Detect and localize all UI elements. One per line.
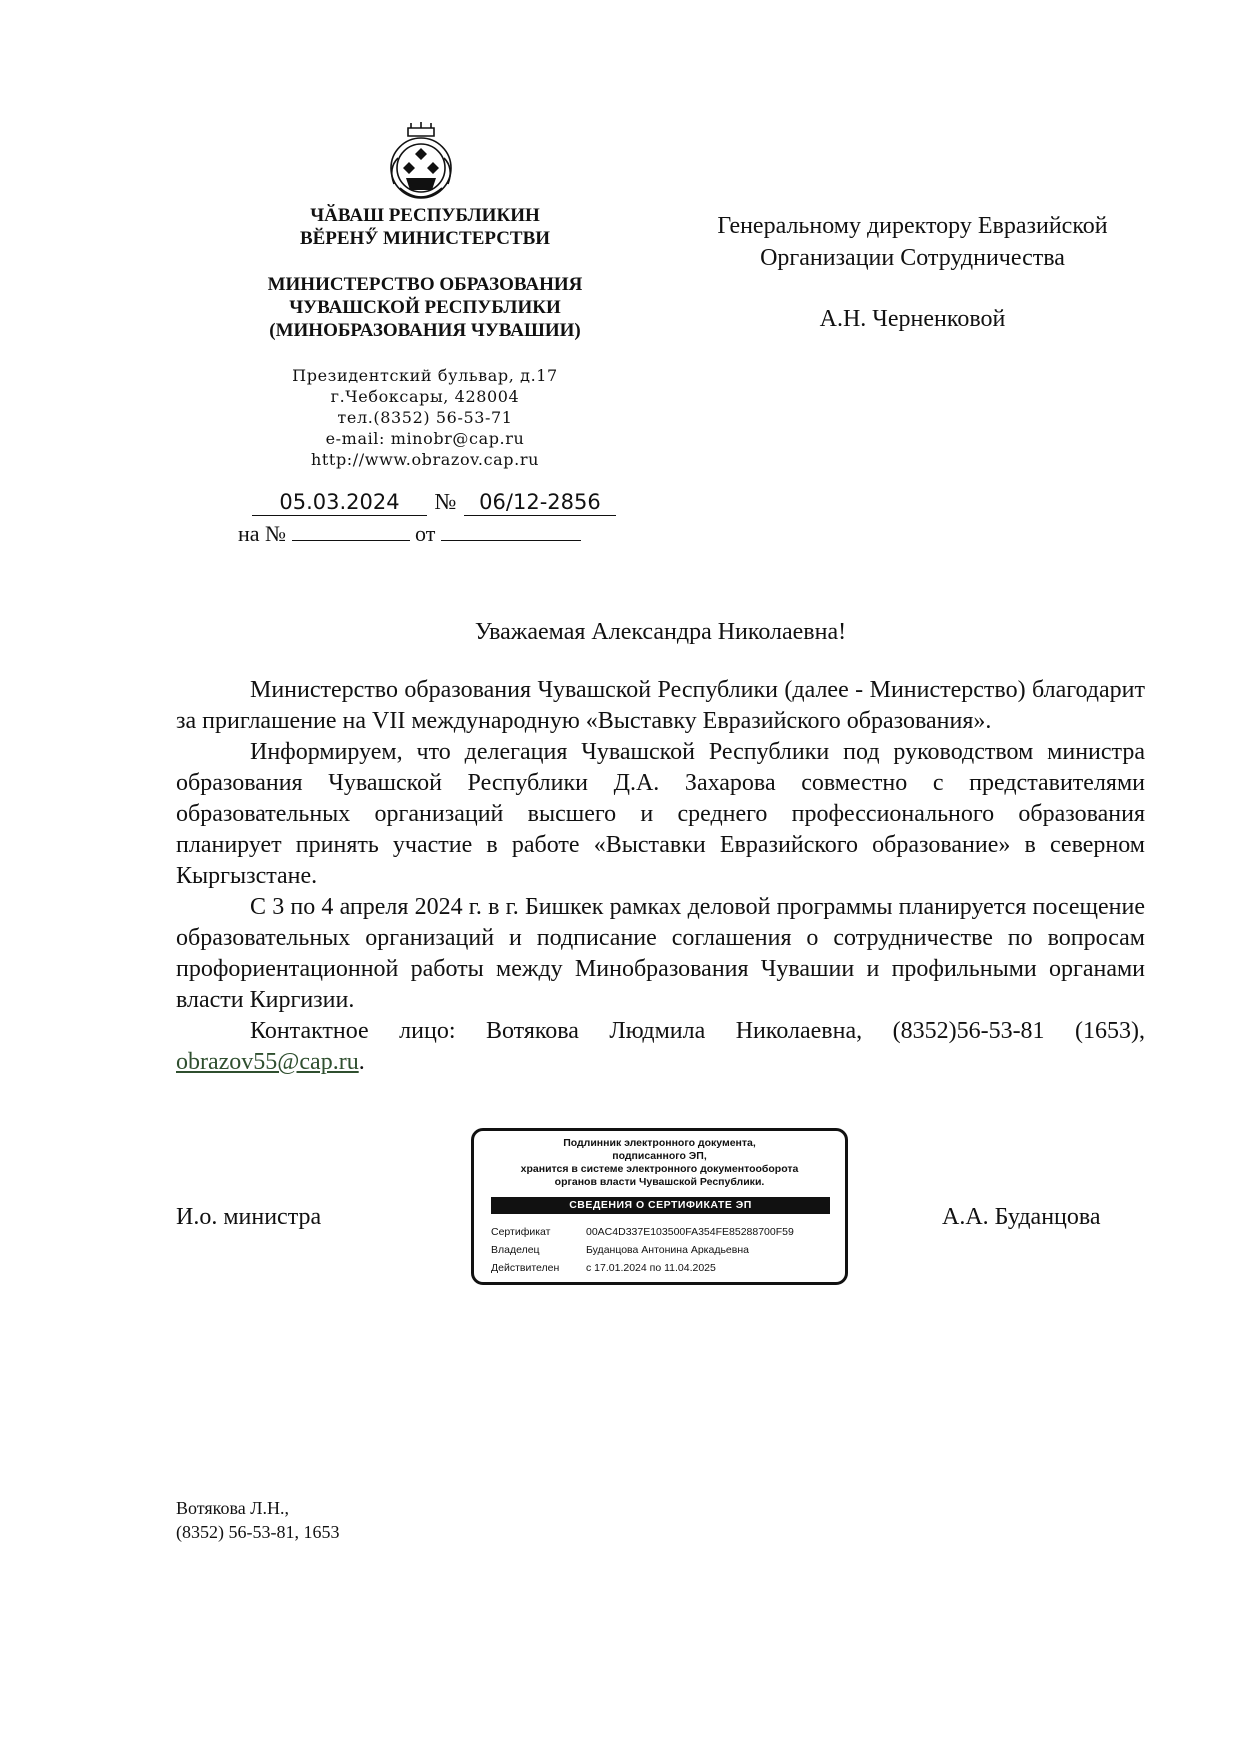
stamp-row-certificate [491, 1223, 836, 1241]
stamp-header-line: подписанного ЭП, [612, 1150, 707, 1162]
stamp-label: Действителен [491, 1262, 560, 1274]
number-sign: № [434, 489, 457, 514]
stamp-row-validity [491, 1259, 836, 1277]
signatory-name: А.А. Буданцова [942, 1204, 1101, 1230]
address-line: Президентский бульвар, д.17 [292, 366, 558, 385]
contact-period: . [358, 1049, 365, 1075]
stamp-certificate-bar: СВЕДЕНИЯ О СЕРТИФИКАТЕ ЭП [491, 1197, 830, 1214]
stamp-details [491, 1223, 836, 1277]
stamp-value: с 17.01.2024 по 11.04.2025 [586, 1262, 716, 1274]
registration-date: 05.03.2024 [252, 489, 427, 516]
body-paragraph-contact [176, 1016, 1145, 1078]
address-website: http://www.obrazov.cap.ru [311, 450, 539, 469]
reference-from: от [415, 521, 436, 546]
registration-number: 06/12-2856 [464, 489, 616, 516]
reference-prefix: на № [238, 521, 287, 546]
greeting: Уважаемая Александра Николаевна! [474, 619, 847, 645]
e-signature-stamp [471, 1128, 848, 1285]
stamp-header-line: органов власти Чувашской Республики. [554, 1176, 765, 1188]
addressee-block [680, 210, 1145, 335]
org-ru-line: ЧУВАШСКОЙ РЕСПУБЛИКИ [289, 297, 561, 318]
executor-name: Вотякова Л.Н., [176, 1498, 289, 1518]
letter-body [176, 675, 1145, 1078]
stamp-header-line: хранится в системе электронного документооборота [520, 1163, 799, 1175]
org-ru-line: (МИНОБРАЗОВАНИЯ ЧУВАШИИ) [269, 320, 581, 341]
addressee-position: Генеральному директору Евразийской [717, 213, 1108, 239]
stamp-row-owner [491, 1241, 836, 1259]
stamp-label: Владелец [491, 1244, 540, 1256]
addressee-organization: Организации Сотрудничества [760, 245, 1065, 271]
stamp-value: Буданцова Антонина Аркадьевна [586, 1244, 749, 1256]
address-line: г.Чебоксары, 428004 [330, 387, 520, 406]
body-paragraph: Информируем, что делегация Чувашской Республики под руководством министра образования Чувашской Республики Д.А. Захарова совместно с представителями образовательных организаций высшего и среднего профессионального образования планирует принять участие в работе «Выставки Евразийского образование» в северном Кыргызстане. [176, 739, 1145, 889]
addressee-name: А.Н. Черненковой [819, 306, 1006, 332]
reference-line [238, 520, 581, 548]
registration-line [252, 488, 616, 516]
org-cv-line: ЧӐВАШ РЕСПУБЛИКИН [310, 205, 540, 226]
executor-phone: (8352) 56-53-81, 1653 [176, 1522, 340, 1542]
executor-block [176, 1496, 339, 1544]
body-paragraph: Министерство образования Чувашской Республики (далее - Министерство) благодарит за приглашение на VII международную «Выставку Евразийского образования». [176, 677, 1145, 734]
org-address [210, 365, 640, 470]
stamp-header-line: Подлинник электронного документа, [563, 1137, 756, 1149]
contact-text: Контактное лицо: Вотякова Людмила Николаевна, (8352)56-53-81 (1653), [250, 1018, 1145, 1044]
address-phone: тел.(8352) 56-53-71 [337, 408, 513, 427]
address-email: e-mail: minobr@cap.ru [325, 429, 525, 448]
stamp-value: 00AC4D337E103500FA354FE85288700F59 [586, 1226, 794, 1238]
body-paragraph: С 3 по 4 апреля 2024 г. в г. Бишкек рамках деловой программы планируется посещение образовательных организаций и подписание соглашения о сотрудничестве по вопросам профориентационной работы между Минобразования Чувашии и профильными органами власти Киргизии. [176, 894, 1145, 1013]
org-cv-line: ВӖРЕНӲ МИНИСТЕРСТВИ [299, 228, 551, 249]
reference-number-blank [292, 520, 410, 541]
contact-email-link[interactable]: obrazov55@cap.ru [176, 1049, 359, 1075]
stamp-header [474, 1137, 845, 1189]
stamp-label: Сертификат [491, 1226, 551, 1238]
coat-of-arms-emblem [378, 118, 464, 206]
signatory-position: И.о. министра [176, 1204, 322, 1230]
org-ru-line: МИНИСТЕРСТВО ОБРАЗОВАНИЯ [267, 274, 583, 295]
org-name-russian [210, 273, 640, 342]
org-name-chuvash [210, 204, 640, 250]
reference-date-blank [441, 520, 581, 541]
